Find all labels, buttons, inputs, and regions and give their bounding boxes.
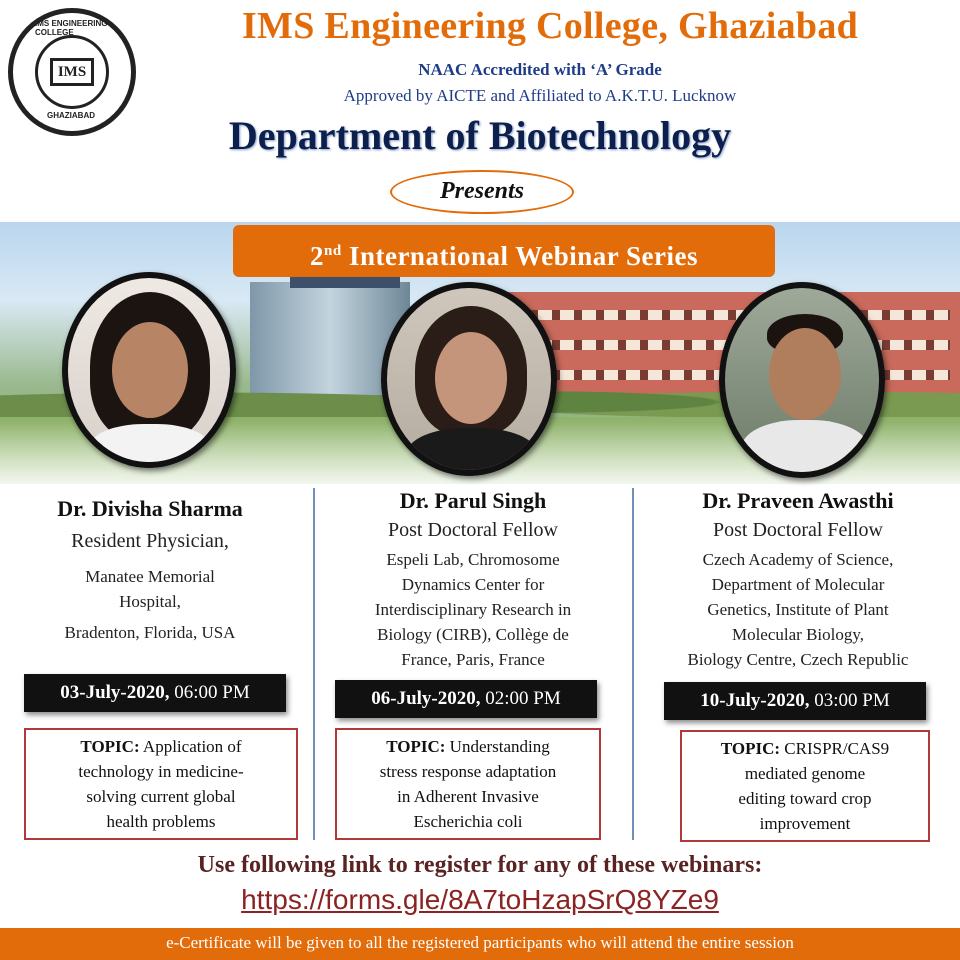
college-name: IMS Engineering College, Ghaziabad: [241, 5, 859, 47]
webinar-date-badge: [664, 682, 926, 720]
column-divider: [313, 488, 315, 840]
college-logo: [8, 8, 136, 136]
column-divider: [632, 488, 634, 840]
speaker-role: Post Doctoral Fellow: [388, 519, 558, 541]
topic-line: technology in medicine-: [78, 762, 244, 781]
topic-line: editing toward crop: [738, 789, 872, 808]
topic-text: CRISPR/CAS9: [784, 739, 890, 758]
webinar-time: 06:00 PM: [174, 682, 250, 703]
speaker-affiliation-line: Genetics, Institute of Plant: [707, 600, 889, 619]
topic-line: Escherichia coli: [413, 812, 523, 831]
topic-label: TOPIC:: [80, 737, 140, 756]
topic-box: [335, 728, 601, 840]
speaker-affiliation-line: Interdisciplinary Research in: [374, 600, 572, 619]
topic-line: [682, 736, 928, 761]
series-ordinal: 2: [310, 241, 325, 271]
topic-text: Application of: [142, 737, 242, 756]
topic-line: health problems: [106, 812, 216, 831]
speaker-photo-parul: [381, 282, 557, 476]
speaker-role: Resident Physician,: [71, 530, 229, 552]
speaker-photo-praveen: [719, 282, 885, 478]
speaker-affiliation-line: Czech Academy of Science,: [702, 550, 894, 569]
series-title: International Webinar Series: [348, 241, 698, 271]
certificate-footer: e-Certificate will be given to all the registered participants who will attend the entire session: [0, 928, 960, 960]
logo-inner-ring: [35, 35, 109, 109]
speaker-affiliation-line: Molecular Biology,: [731, 625, 865, 644]
speaker-affiliation-line: Espeli Lab, Chromosome: [386, 550, 560, 569]
speaker-affiliation-line: Dynamics Center for: [401, 575, 545, 594]
topic-line: improvement: [759, 814, 851, 833]
webinar-date-badge: [335, 680, 597, 718]
webinar-time: 02:00 PM: [485, 688, 561, 709]
topic-line: [26, 734, 296, 759]
speaker-affiliation-line: France, Paris, France: [401, 650, 545, 669]
logo-bottom-text: GHAZIABAD: [47, 111, 95, 120]
speaker-name: Dr. Divisha Sharma: [57, 496, 243, 521]
speaker-affiliation-line: Bradenton, Florida, USA: [64, 623, 236, 642]
webinar-time: 03:00 PM: [814, 690, 890, 711]
logo-emblem: IMS: [50, 58, 94, 86]
topic-label: TOPIC:: [720, 739, 781, 758]
topic-line: stress response adaptation: [379, 762, 557, 781]
topic-label: TOPIC:: [386, 737, 446, 756]
speaker-affiliation-line: Department of Molecular: [711, 575, 885, 594]
speaker-name: Dr. Parul Singh: [399, 488, 547, 513]
speaker-name: Dr. Praveen Awasthi: [702, 488, 894, 513]
topic-box: [24, 728, 298, 840]
topic-line: mediated genome: [744, 764, 866, 783]
speaker-photo-divisha: [62, 272, 236, 468]
speaker-affiliation-line: Biology (CIRB), Collège de: [377, 625, 569, 644]
speaker-role: Post Doctoral Fellow: [713, 519, 883, 541]
series-banner: [233, 225, 775, 277]
registration-link[interactable]: https://forms.gle/8A7toHzapSrQ8YZe9: [241, 884, 719, 915]
topic-text: Understanding: [449, 737, 550, 756]
topic-box: [680, 730, 930, 842]
registration-instructions: Use following link to register for any of these webinars:: [197, 852, 763, 878]
webinar-date: 10-July-2020,: [700, 690, 810, 711]
accreditation-text: NAAC Accredited with ‘A’ Grade: [418, 60, 662, 79]
presents-text: Presents: [440, 178, 524, 204]
speaker-affiliation-line: Biology Centre, Czech Republic: [687, 650, 909, 669]
approval-text: Approved by AICTE and Affiliated to A.K.T.U. Lucknow: [343, 86, 737, 105]
speaker-affiliation-line: Hospital,: [119, 592, 181, 611]
webinar-date-badge: [24, 674, 286, 712]
speaker-affiliation-line: Manatee Memorial: [85, 567, 215, 586]
topic-line: solving current global: [86, 787, 236, 806]
topic-line: [337, 734, 599, 759]
webinar-date: 06-July-2020,: [371, 688, 481, 709]
department-title: Department of Biotechnology: [228, 113, 732, 158]
webinar-date: 03-July-2020,: [60, 682, 170, 703]
logo-top-text: IMS ENGINEERING COLLEGE: [35, 19, 108, 37]
series-ordinal-suffix: nd: [324, 243, 342, 259]
topic-line: in Adherent Invasive: [397, 787, 539, 806]
